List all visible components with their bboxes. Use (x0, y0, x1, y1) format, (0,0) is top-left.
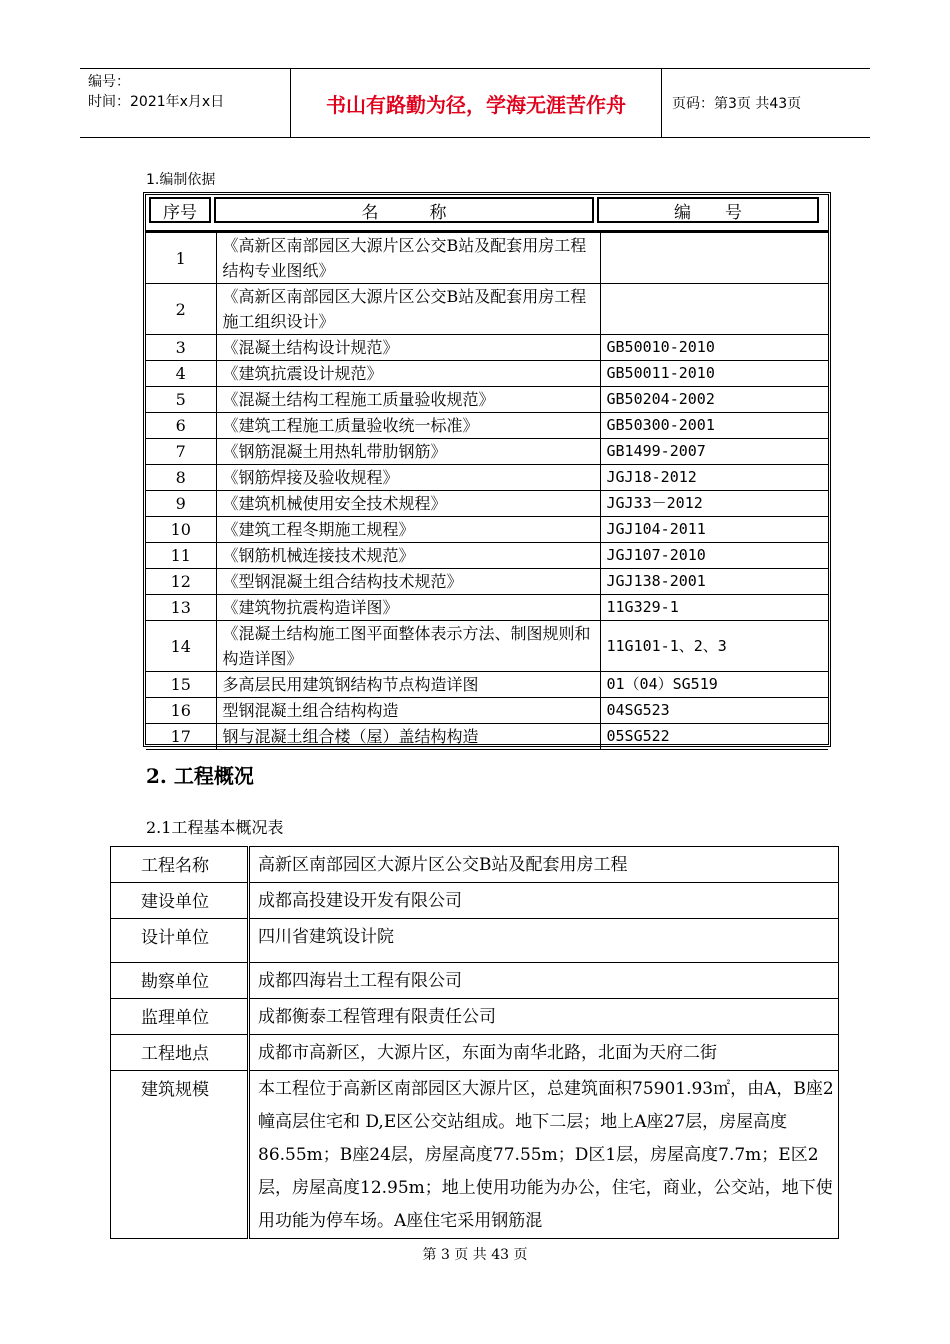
row-number: 11 (146, 543, 216, 569)
overview-key: 建设单位 (111, 883, 249, 919)
table-row (146, 569, 828, 595)
overview-value: 成都高投建设开发有限公司 (249, 883, 839, 919)
row-document-name: 《建筑抗震设计规范》 (216, 361, 600, 387)
col-header-code: 编 号 (597, 197, 819, 223)
page-footer: 第 3 页 共 43 页 (422, 1247, 528, 1263)
basis-table-body (146, 232, 828, 750)
section1-title: 1.编制依据 (146, 172, 216, 188)
overview-value: 四川省建筑设计院 (249, 919, 839, 963)
table-row (146, 543, 828, 569)
basis-table (143, 192, 831, 747)
overview-key: 工程名称 (111, 847, 249, 883)
header-page-info: 页码：第3页 共43页 (672, 96, 802, 112)
row-code: 11G329-1 (600, 595, 828, 621)
overview-table (110, 846, 839, 1239)
row-number: 3 (146, 335, 216, 361)
row-code: GB50300-2001 (600, 413, 828, 439)
table-row (146, 724, 828, 750)
section2-title: 2. 工程概况 (146, 764, 254, 788)
table-row (111, 1035, 839, 1071)
table-row (111, 999, 839, 1035)
table-row (146, 517, 828, 543)
row-code: JGJ138-2001 (600, 569, 828, 595)
table-row (111, 963, 839, 999)
row-document-name: 《建筑工程冬期施工规程》 (216, 517, 600, 543)
row-document-name: 《高新区南部园区大源片区公交B站及配套用房工程结构专业图纸》 (216, 233, 600, 284)
row-document-name: 《混凝土结构施工图平面整体表示方法、制图规则和构造详图》 (216, 621, 600, 672)
overview-key: 建筑规模 (111, 1071, 249, 1239)
row-code (600, 284, 828, 335)
table-row (111, 883, 839, 919)
row-document-name: 《建筑工程施工质量验收统一标准》 (216, 413, 600, 439)
row-code: JGJ107-2010 (600, 543, 828, 569)
row-number: 5 (146, 387, 216, 413)
table-row (146, 335, 828, 361)
row-number: 1 (146, 233, 216, 284)
col-header-name: 名 称 (214, 197, 594, 223)
row-number: 13 (146, 595, 216, 621)
row-code: GB50011-2010 (600, 361, 828, 387)
row-code: 05SG522 (600, 724, 828, 750)
row-code: 01（04）SG519 (600, 672, 828, 698)
table-row (146, 621, 828, 672)
table-row (146, 465, 828, 491)
row-code: JGJ18-2012 (600, 465, 828, 491)
page-header (80, 68, 870, 138)
table-row (146, 413, 828, 439)
table-row (146, 233, 828, 284)
table-row (146, 439, 828, 465)
overview-key: 监理单位 (111, 999, 249, 1035)
overview-value: 成都市高新区，大源片区，东面为南华北路，北面为天府二街 (249, 1035, 839, 1071)
row-code: 04SG523 (600, 698, 828, 724)
overview-key: 设计单位 (111, 919, 249, 963)
overview-value: 高新区南部园区大源片区公交B站及配套用房工程 (249, 847, 839, 883)
table-row (111, 1071, 839, 1239)
row-code: GB1499-2007 (600, 439, 828, 465)
row-document-name: 《钢筋机械连接技术规范》 (216, 543, 600, 569)
table-row (111, 847, 839, 883)
basis-table-header (149, 197, 825, 223)
row-number: 4 (146, 361, 216, 387)
row-number: 15 (146, 672, 216, 698)
row-number: 9 (146, 491, 216, 517)
row-code: GB50010-2010 (600, 335, 828, 361)
row-document-name: 《高新区南部园区大源片区公交B站及配套用房工程施工组织设计》 (216, 284, 600, 335)
row-document-name: 多高层民用建筑钢结构节点构造详图 (216, 672, 600, 698)
row-number: 2 (146, 284, 216, 335)
row-document-name: 《建筑机械使用安全技术规程》 (216, 491, 600, 517)
overview-value: 本工程位于高新区南部园区大源片区，总建筑面积75901.93㎡，由A，B座2幢高层住宅和 D,E区公交站组成。地下二层；地上A座27层，房屋高度86.55m；B座24层，房屋高度77.55m；D区1层，房屋高度7.7m；E区2层，房屋高度12.95m；地上使用功能为办公，住宅，商业，公交站，地下使用功能为停车场。A座住宅采用钢筋混 (249, 1071, 839, 1239)
section2-subtitle: 2.1工程基本概况表 (146, 818, 284, 837)
row-number: 12 (146, 569, 216, 595)
table-row (146, 698, 828, 724)
row-document-name: 钢与混凝土组合楼（屋）盖结构构造 (216, 724, 600, 750)
row-code: 11G101-1、2、3 (600, 621, 828, 672)
row-code: JGJ104-2011 (600, 517, 828, 543)
row-code (600, 233, 828, 284)
overview-key: 勘察单位 (111, 963, 249, 999)
row-number: 14 (146, 621, 216, 672)
row-number: 8 (146, 465, 216, 491)
overview-value: 成都衡泰工程管理有限责任公司 (249, 999, 839, 1035)
row-document-name: 型钢混凝土组合结构构造 (216, 698, 600, 724)
row-document-name: 《建筑物抗震构造详图》 (216, 595, 600, 621)
header-number: 编号： (88, 74, 130, 90)
table-row (146, 387, 828, 413)
table-row (111, 919, 839, 963)
table-row (146, 672, 828, 698)
table-row (146, 491, 828, 517)
row-number: 17 (146, 724, 216, 750)
header-time: 时间：2021年x月x日 (88, 94, 225, 110)
row-number: 16 (146, 698, 216, 724)
table-row (146, 361, 828, 387)
row-number: 6 (146, 413, 216, 439)
overview-key: 工程地点 (111, 1035, 249, 1071)
row-code: GB50204-2002 (600, 387, 828, 413)
row-document-name: 《混凝土结构设计规范》 (216, 335, 600, 361)
row-document-name: 《钢筋焊接及验收规程》 (216, 465, 600, 491)
header-motto: 书山有路勤为径，学海无涯苦作舟 (291, 69, 662, 137)
row-document-name: 《混凝土结构工程施工质量验收规范》 (216, 387, 600, 413)
overview-value: 成都四海岩土工程有限公司 (249, 963, 839, 999)
col-header-no: 序号 (149, 197, 211, 223)
row-document-name: 《钢筋混凝土用热轧带肋钢筋》 (216, 439, 600, 465)
header-meta (80, 69, 291, 137)
row-number: 10 (146, 517, 216, 543)
table-row (146, 284, 828, 335)
table-row (146, 595, 828, 621)
row-document-name: 《型钢混凝土组合结构技术规范》 (216, 569, 600, 595)
row-number: 7 (146, 439, 216, 465)
row-code: JGJ33－2012 (600, 491, 828, 517)
